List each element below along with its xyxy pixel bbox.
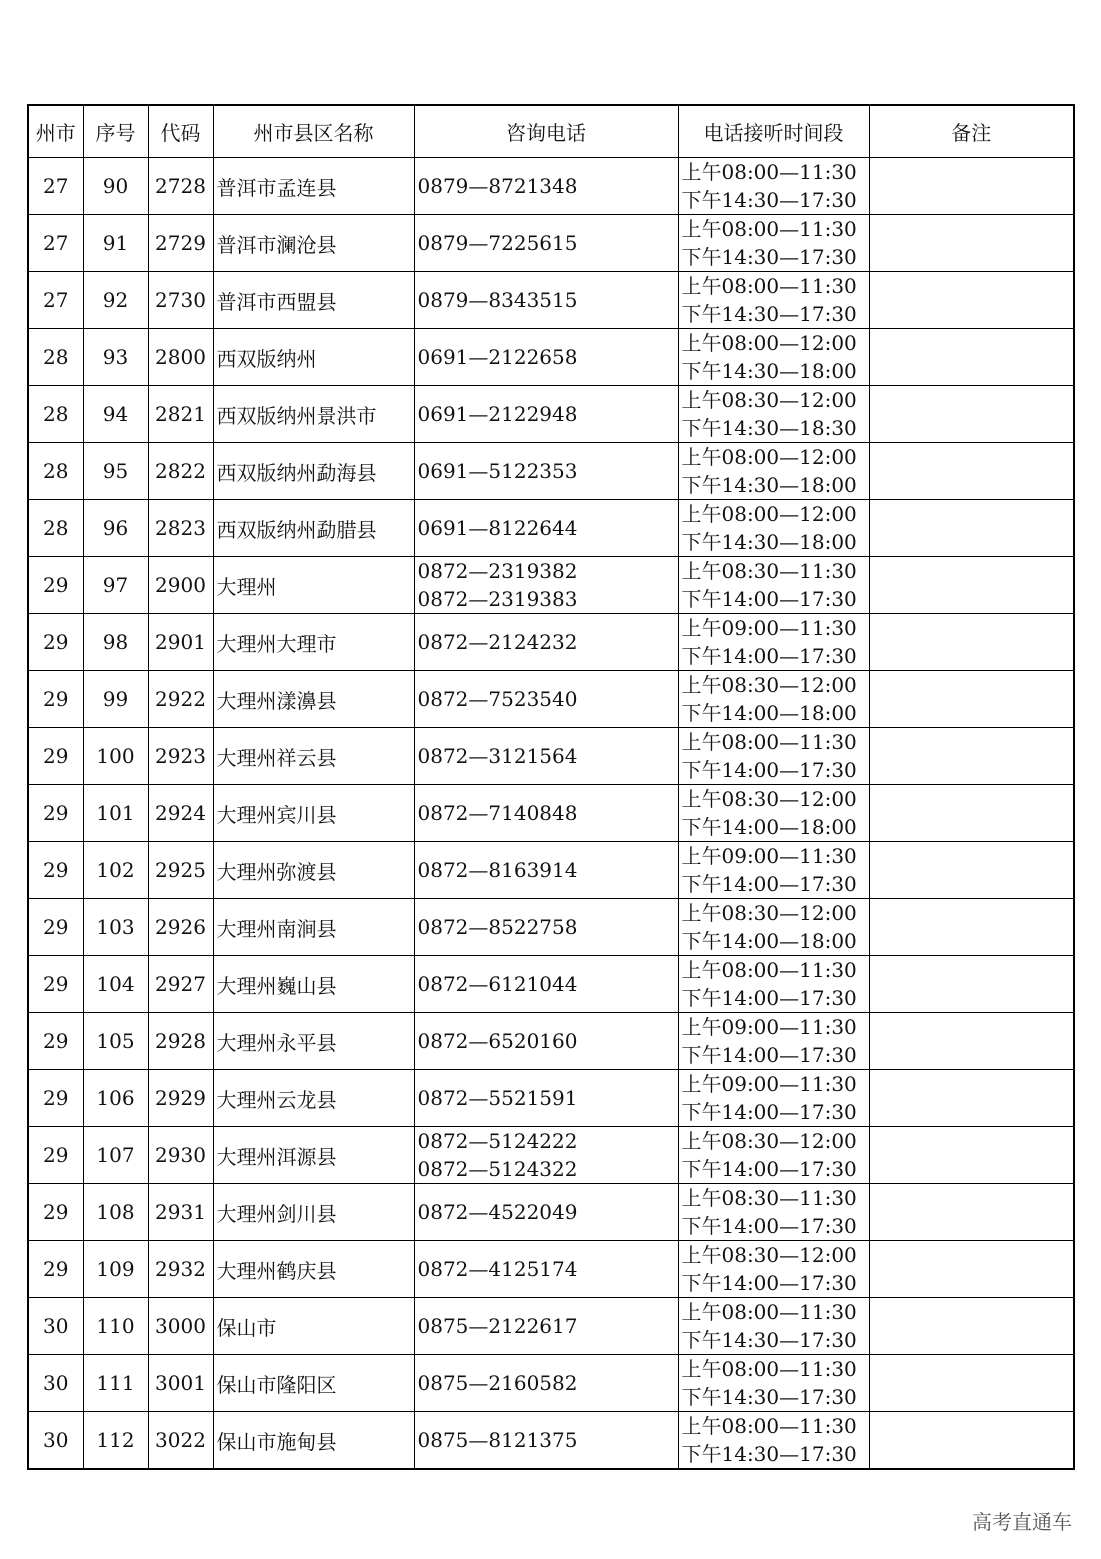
hours-line: 下午14:00—18:00 [681, 929, 857, 953]
cell-note [869, 785, 1074, 842]
hours-line: 下午14:30—17:30 [681, 1385, 857, 1409]
hours-line: 下午14:00—17:30 [681, 587, 857, 611]
cell-code: 2823 [148, 500, 213, 557]
table-row [28, 215, 1074, 272]
hours-line: 上午08:00—12:00 [681, 502, 857, 526]
table-row [28, 557, 1074, 614]
table-header-row [28, 105, 1074, 158]
cell-code: 2930 [148, 1127, 213, 1184]
hours-line: 下午14:00—17:30 [681, 986, 857, 1010]
cell-name: 大理州南涧县 [213, 899, 414, 956]
phone-number: 0872—5124222 [417, 1129, 578, 1153]
phone-number: 0872—3121564 [417, 744, 578, 768]
header-note: 备注 [869, 105, 1074, 158]
cell-hours [678, 1070, 869, 1127]
table-row [28, 956, 1074, 1013]
hours-line: 下午14:30—18:00 [681, 359, 857, 383]
cell-note [869, 671, 1074, 728]
cell-city: 29 [28, 1013, 83, 1070]
hours-line: 上午08:30—12:00 [681, 1243, 857, 1267]
cell-hours [678, 899, 869, 956]
cell-name: 大理州漾濞县 [213, 671, 414, 728]
cell-name: 大理州祥云县 [213, 728, 414, 785]
watermark: 高考直通车 [972, 1510, 1072, 1534]
hours-line: 下午14:00—17:30 [681, 1100, 857, 1124]
cell-phone [414, 842, 678, 899]
hours-line: 上午08:00—11:30 [681, 160, 857, 184]
cell-code: 3022 [148, 1412, 213, 1470]
hours-line: 上午08:30—12:00 [681, 1129, 857, 1153]
cell-city: 29 [28, 785, 83, 842]
cell-phone [414, 443, 678, 500]
hours-line: 下午14:30—17:30 [681, 1328, 857, 1352]
cell-name: 大理州洱源县 [213, 1127, 414, 1184]
cell-hours [678, 728, 869, 785]
cell-code: 2929 [148, 1070, 213, 1127]
cell-seq: 97 [83, 557, 148, 614]
cell-hours [678, 443, 869, 500]
cell-name: 保山市施甸县 [213, 1412, 414, 1470]
hours-line: 下午14:30—17:30 [681, 245, 857, 269]
table-row [28, 1241, 1074, 1298]
header-city: 州市 [28, 105, 83, 158]
cell-code: 2822 [148, 443, 213, 500]
hours-line: 上午08:00—11:30 [681, 1357, 857, 1381]
table-row [28, 272, 1074, 329]
header-name: 州市县区名称 [213, 105, 414, 158]
cell-phone [414, 899, 678, 956]
table-row [28, 842, 1074, 899]
cell-note [869, 215, 1074, 272]
hours-line: 上午08:30—12:00 [681, 901, 857, 925]
cell-seq: 90 [83, 158, 148, 215]
cell-city: 28 [28, 500, 83, 557]
cell-note [869, 728, 1074, 785]
cell-name: 大理州宾川县 [213, 785, 414, 842]
cell-city: 29 [28, 842, 83, 899]
cell-note [869, 443, 1074, 500]
cell-note [869, 1412, 1074, 1470]
cell-code: 2800 [148, 329, 213, 386]
cell-phone [414, 272, 678, 329]
hours-line: 下午14:00—18:00 [681, 815, 857, 839]
hours-line: 上午08:30—11:30 [681, 559, 857, 583]
cell-seq: 101 [83, 785, 148, 842]
cell-phone [414, 1412, 678, 1470]
cell-phone [414, 956, 678, 1013]
cell-city: 29 [28, 1070, 83, 1127]
hours-line: 上午08:00—12:00 [681, 331, 857, 355]
cell-city: 27 [28, 272, 83, 329]
cell-name: 大理州大理市 [213, 614, 414, 671]
table-row [28, 386, 1074, 443]
hours-line: 下午14:00—17:30 [681, 872, 857, 896]
cell-city: 30 [28, 1298, 83, 1355]
cell-hours [678, 614, 869, 671]
cell-code: 2932 [148, 1241, 213, 1298]
cell-phone [414, 215, 678, 272]
cell-phone [414, 386, 678, 443]
cell-note [869, 1298, 1074, 1355]
cell-phone [414, 1184, 678, 1241]
cell-name: 大理州云龙县 [213, 1070, 414, 1127]
cell-city: 28 [28, 386, 83, 443]
hours-line: 上午08:00—11:30 [681, 1300, 857, 1324]
cell-name: 大理州永平县 [213, 1013, 414, 1070]
cell-seq: 96 [83, 500, 148, 557]
phone-number: 0872—2124232 [417, 630, 578, 654]
cell-code: 3000 [148, 1298, 213, 1355]
phone-number: 0872—4522049 [417, 1200, 578, 1224]
cell-hours [678, 215, 869, 272]
cell-code: 2730 [148, 272, 213, 329]
cell-note [869, 1241, 1074, 1298]
cell-name: 普洱市西盟县 [213, 272, 414, 329]
table-row [28, 1127, 1074, 1184]
cell-name: 大理州剑川县 [213, 1184, 414, 1241]
hours-line: 下午14:00—18:00 [681, 701, 857, 725]
table-row [28, 614, 1074, 671]
cell-hours [678, 329, 869, 386]
hours-line: 上午08:00—11:30 [681, 1414, 857, 1438]
hours-line: 下午14:00—17:30 [681, 1043, 857, 1067]
cell-seq: 106 [83, 1070, 148, 1127]
cell-hours [678, 1184, 869, 1241]
cell-seq: 108 [83, 1184, 148, 1241]
header-code: 代码 [148, 105, 213, 158]
hours-line: 上午08:00—11:30 [681, 274, 857, 298]
cell-city: 29 [28, 614, 83, 671]
hours-line: 下午14:00—17:30 [681, 758, 857, 782]
cell-code: 2925 [148, 842, 213, 899]
cell-city: 28 [28, 443, 83, 500]
cell-phone [414, 1241, 678, 1298]
hours-line: 上午08:00—11:30 [681, 217, 857, 241]
cell-phone [414, 785, 678, 842]
cell-name: 普洱市澜沧县 [213, 215, 414, 272]
cell-name: 西双版纳州勐腊县 [213, 500, 414, 557]
phone-number: 0872—7140848 [417, 801, 578, 825]
phone-number: 0872—8163914 [417, 858, 578, 882]
cell-note [869, 557, 1074, 614]
header-phone: 咨询电话 [414, 105, 678, 158]
table-row [28, 671, 1074, 728]
cell-note [869, 272, 1074, 329]
hours-line: 上午09:00—11:30 [681, 616, 857, 640]
phone-number: 0872—5521591 [417, 1086, 578, 1110]
cell-seq: 98 [83, 614, 148, 671]
cell-code: 2924 [148, 785, 213, 842]
cell-hours [678, 842, 869, 899]
hours-line: 下午14:30—17:30 [681, 1442, 857, 1466]
cell-note [869, 1355, 1074, 1412]
cell-hours [678, 158, 869, 215]
phone-number: 0872—5124322 [417, 1157, 578, 1181]
cell-phone [414, 329, 678, 386]
cell-note [869, 842, 1074, 899]
cell-code: 2728 [148, 158, 213, 215]
cell-name: 大理州鹤庆县 [213, 1241, 414, 1298]
phone-number: 0879—7225615 [417, 231, 578, 255]
phone-number: 0879—8721348 [417, 174, 578, 198]
hours-line: 下午14:30—18:30 [681, 416, 857, 440]
hours-line: 上午08:00—11:30 [681, 730, 857, 754]
cell-code: 2922 [148, 671, 213, 728]
phone-number: 0691—2122948 [417, 402, 578, 426]
cell-city: 29 [28, 671, 83, 728]
cell-city: 28 [28, 329, 83, 386]
phone-number: 0872—2319382 [417, 559, 578, 583]
cell-seq: 111 [83, 1355, 148, 1412]
cell-note [869, 1070, 1074, 1127]
cell-name: 西双版纳州勐海县 [213, 443, 414, 500]
phone-number: 0872—2319383 [417, 587, 578, 611]
cell-seq: 112 [83, 1412, 148, 1470]
table-row [28, 329, 1074, 386]
hours-line: 上午09:00—11:30 [681, 1015, 857, 1039]
cell-city: 29 [28, 1184, 83, 1241]
table-body [28, 158, 1074, 1470]
cell-phone [414, 1127, 678, 1184]
cell-note [869, 158, 1074, 215]
cell-city: 30 [28, 1355, 83, 1412]
cell-name: 保山市隆阳区 [213, 1355, 414, 1412]
phone-number: 0872—7523540 [417, 687, 578, 711]
phone-number: 0872—8522758 [417, 915, 578, 939]
cell-note [869, 614, 1074, 671]
hours-line: 上午08:30—11:30 [681, 1186, 857, 1210]
phone-number: 0875—8121375 [417, 1428, 578, 1452]
cell-hours [678, 386, 869, 443]
cell-city: 29 [28, 956, 83, 1013]
hours-line: 下午14:00—17:30 [681, 1157, 857, 1181]
table-row [28, 785, 1074, 842]
cell-seq: 95 [83, 443, 148, 500]
cell-phone [414, 1355, 678, 1412]
hours-line: 上午09:00—11:30 [681, 844, 857, 868]
cell-note [869, 386, 1074, 443]
cell-city: 27 [28, 158, 83, 215]
cell-city: 30 [28, 1412, 83, 1470]
cell-hours [678, 557, 869, 614]
cell-note [869, 1013, 1074, 1070]
cell-phone [414, 1013, 678, 1070]
cell-code: 2926 [148, 899, 213, 956]
hours-line: 上午08:30—12:00 [681, 787, 857, 811]
hours-line: 下午14:30—17:30 [681, 302, 857, 326]
hours-line: 上午08:30—12:00 [681, 388, 857, 412]
table-row [28, 1013, 1074, 1070]
hours-line: 下午14:00—17:30 [681, 1271, 857, 1295]
cell-hours [678, 671, 869, 728]
cell-phone [414, 1070, 678, 1127]
cell-name: 大理州巍山县 [213, 956, 414, 1013]
cell-phone [414, 557, 678, 614]
cell-code: 2821 [148, 386, 213, 443]
cell-hours [678, 1355, 869, 1412]
table-row [28, 1298, 1074, 1355]
hours-line: 上午08:00—12:00 [681, 445, 857, 469]
table-row [28, 1412, 1074, 1470]
cell-city: 27 [28, 215, 83, 272]
phone-number: 0691—5122353 [417, 459, 578, 483]
cell-note [869, 500, 1074, 557]
cell-note [869, 1127, 1074, 1184]
cell-name: 普洱市孟连县 [213, 158, 414, 215]
cell-code: 2928 [148, 1013, 213, 1070]
cell-hours [678, 1241, 869, 1298]
cell-code: 2901 [148, 614, 213, 671]
hours-line: 下午14:00—17:30 [681, 1214, 857, 1238]
phone-number: 0872—6520160 [417, 1029, 578, 1053]
cell-name: 西双版纳州景洪市 [213, 386, 414, 443]
cell-seq: 105 [83, 1013, 148, 1070]
cell-seq: 100 [83, 728, 148, 785]
cell-phone [414, 728, 678, 785]
hours-line: 下午14:30—17:30 [681, 188, 857, 212]
phone-number: 0691—2122658 [417, 345, 578, 369]
cell-code: 3001 [148, 1355, 213, 1412]
cell-city: 29 [28, 1127, 83, 1184]
cell-phone [414, 614, 678, 671]
header-seq: 序号 [83, 105, 148, 158]
cell-seq: 94 [83, 386, 148, 443]
cell-note [869, 899, 1074, 956]
phone-number: 0691—8122644 [417, 516, 578, 540]
cell-city: 29 [28, 899, 83, 956]
hours-line: 下午14:30—18:00 [681, 473, 857, 497]
table-row [28, 1070, 1074, 1127]
cell-code: 2931 [148, 1184, 213, 1241]
phone-number: 0875—2122617 [417, 1314, 578, 1338]
phone-number: 0879—8343515 [417, 288, 578, 312]
hours-line: 上午09:00—11:30 [681, 1072, 857, 1096]
header-hours: 电话接听时间段 [678, 105, 869, 158]
cell-hours [678, 1013, 869, 1070]
cell-phone [414, 1298, 678, 1355]
hours-line: 下午14:00—17:30 [681, 644, 857, 668]
cell-note [869, 329, 1074, 386]
cell-hours [678, 500, 869, 557]
consultation-phone-table [27, 104, 1075, 1470]
hours-line: 下午14:30—18:00 [681, 530, 857, 554]
phone-number: 0872—6121044 [417, 972, 578, 996]
cell-seq: 102 [83, 842, 148, 899]
cell-seq: 104 [83, 956, 148, 1013]
cell-note [869, 956, 1074, 1013]
cell-name: 大理州 [213, 557, 414, 614]
cell-seq: 110 [83, 1298, 148, 1355]
cell-seq: 103 [83, 899, 148, 956]
cell-hours [678, 956, 869, 1013]
cell-code: 2729 [148, 215, 213, 272]
table-row [28, 158, 1074, 215]
cell-name: 西双版纳州 [213, 329, 414, 386]
cell-hours [678, 785, 869, 842]
phone-number: 0872—4125174 [417, 1257, 578, 1281]
cell-seq: 91 [83, 215, 148, 272]
cell-city: 29 [28, 728, 83, 785]
cell-phone [414, 158, 678, 215]
cell-city: 29 [28, 557, 83, 614]
phone-number: 0875—2160582 [417, 1371, 578, 1395]
cell-name: 保山市 [213, 1298, 414, 1355]
cell-phone [414, 500, 678, 557]
cell-seq: 92 [83, 272, 148, 329]
table-row [28, 1355, 1074, 1412]
cell-hours [678, 1412, 869, 1470]
cell-city: 29 [28, 1241, 83, 1298]
cell-code: 2923 [148, 728, 213, 785]
hours-line: 上午08:00—11:30 [681, 958, 857, 982]
cell-hours [678, 1298, 869, 1355]
cell-name: 大理州弥渡县 [213, 842, 414, 899]
cell-code: 2900 [148, 557, 213, 614]
cell-note [869, 1184, 1074, 1241]
cell-hours [678, 1127, 869, 1184]
cell-code: 2927 [148, 956, 213, 1013]
cell-seq: 99 [83, 671, 148, 728]
cell-hours [678, 272, 869, 329]
table-row [28, 1184, 1074, 1241]
table-row [28, 728, 1074, 785]
cell-seq: 93 [83, 329, 148, 386]
cell-seq: 107 [83, 1127, 148, 1184]
table-row [28, 899, 1074, 956]
hours-line: 上午08:30—12:00 [681, 673, 857, 697]
table-row [28, 443, 1074, 500]
cell-seq: 109 [83, 1241, 148, 1298]
cell-phone [414, 671, 678, 728]
table-row [28, 500, 1074, 557]
